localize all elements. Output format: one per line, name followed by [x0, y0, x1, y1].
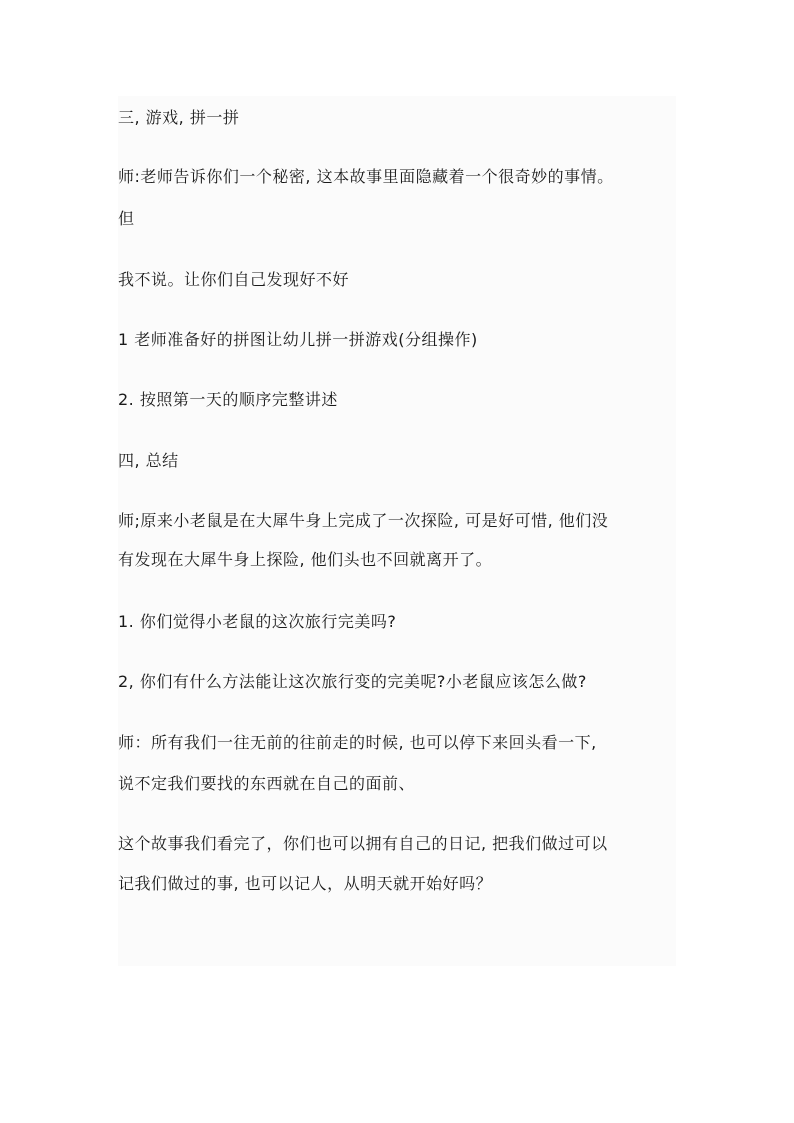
teacher-paragraph-line: 师;原来小老鼠是在大犀牛身上完成了一次探险, 可是好可惜, 他们没 — [118, 511, 609, 530]
section-heading-game: 三, 游戏, 拼一拼 — [118, 108, 240, 127]
question-item: 1. 你们觉得小老鼠的这次旅行完美吗? — [118, 612, 397, 631]
document-text-block — [118, 96, 676, 966]
teacher-paragraph-line: 师:老师告诉你们一个秘密, 这本故事里面隐藏着一个很奇妙的事情。 — [118, 167, 614, 186]
teacher-paragraph-line: 师：所有我们一往无前的往前走的时候, 也可以停下来回头看一下, — [118, 733, 597, 752]
list-item: 2. 按照第一天的顺序完整讲述 — [118, 390, 338, 409]
closing-paragraph-line: 记我们做过的事, 也可以记人，从明天就开始好吗？ — [118, 874, 493, 893]
teacher-paragraph-line: 说不定我们要找的东西就在自己的面前、 — [118, 774, 416, 793]
teacher-paragraph-line: 我不说。让你们自己发现好不好 — [118, 270, 350, 289]
closing-paragraph-line: 这个故事我们看完了，你们也可以拥有自己的日记, 把我们做过可以 — [118, 834, 608, 853]
teacher-paragraph-line: 有发现在大犀牛身上探险, 他们头也不回就离开了。 — [118, 550, 493, 569]
question-item: 2, 你们有什么方法能让这次旅行变的完美呢?小老鼠应该怎么做? — [118, 672, 587, 691]
teacher-paragraph-line: 但 — [118, 209, 135, 228]
list-item: 1 老师准备好的拼图让幼儿拼一拼游戏(分组操作) — [118, 330, 478, 349]
section-heading-summary: 四, 总结 — [118, 451, 179, 470]
